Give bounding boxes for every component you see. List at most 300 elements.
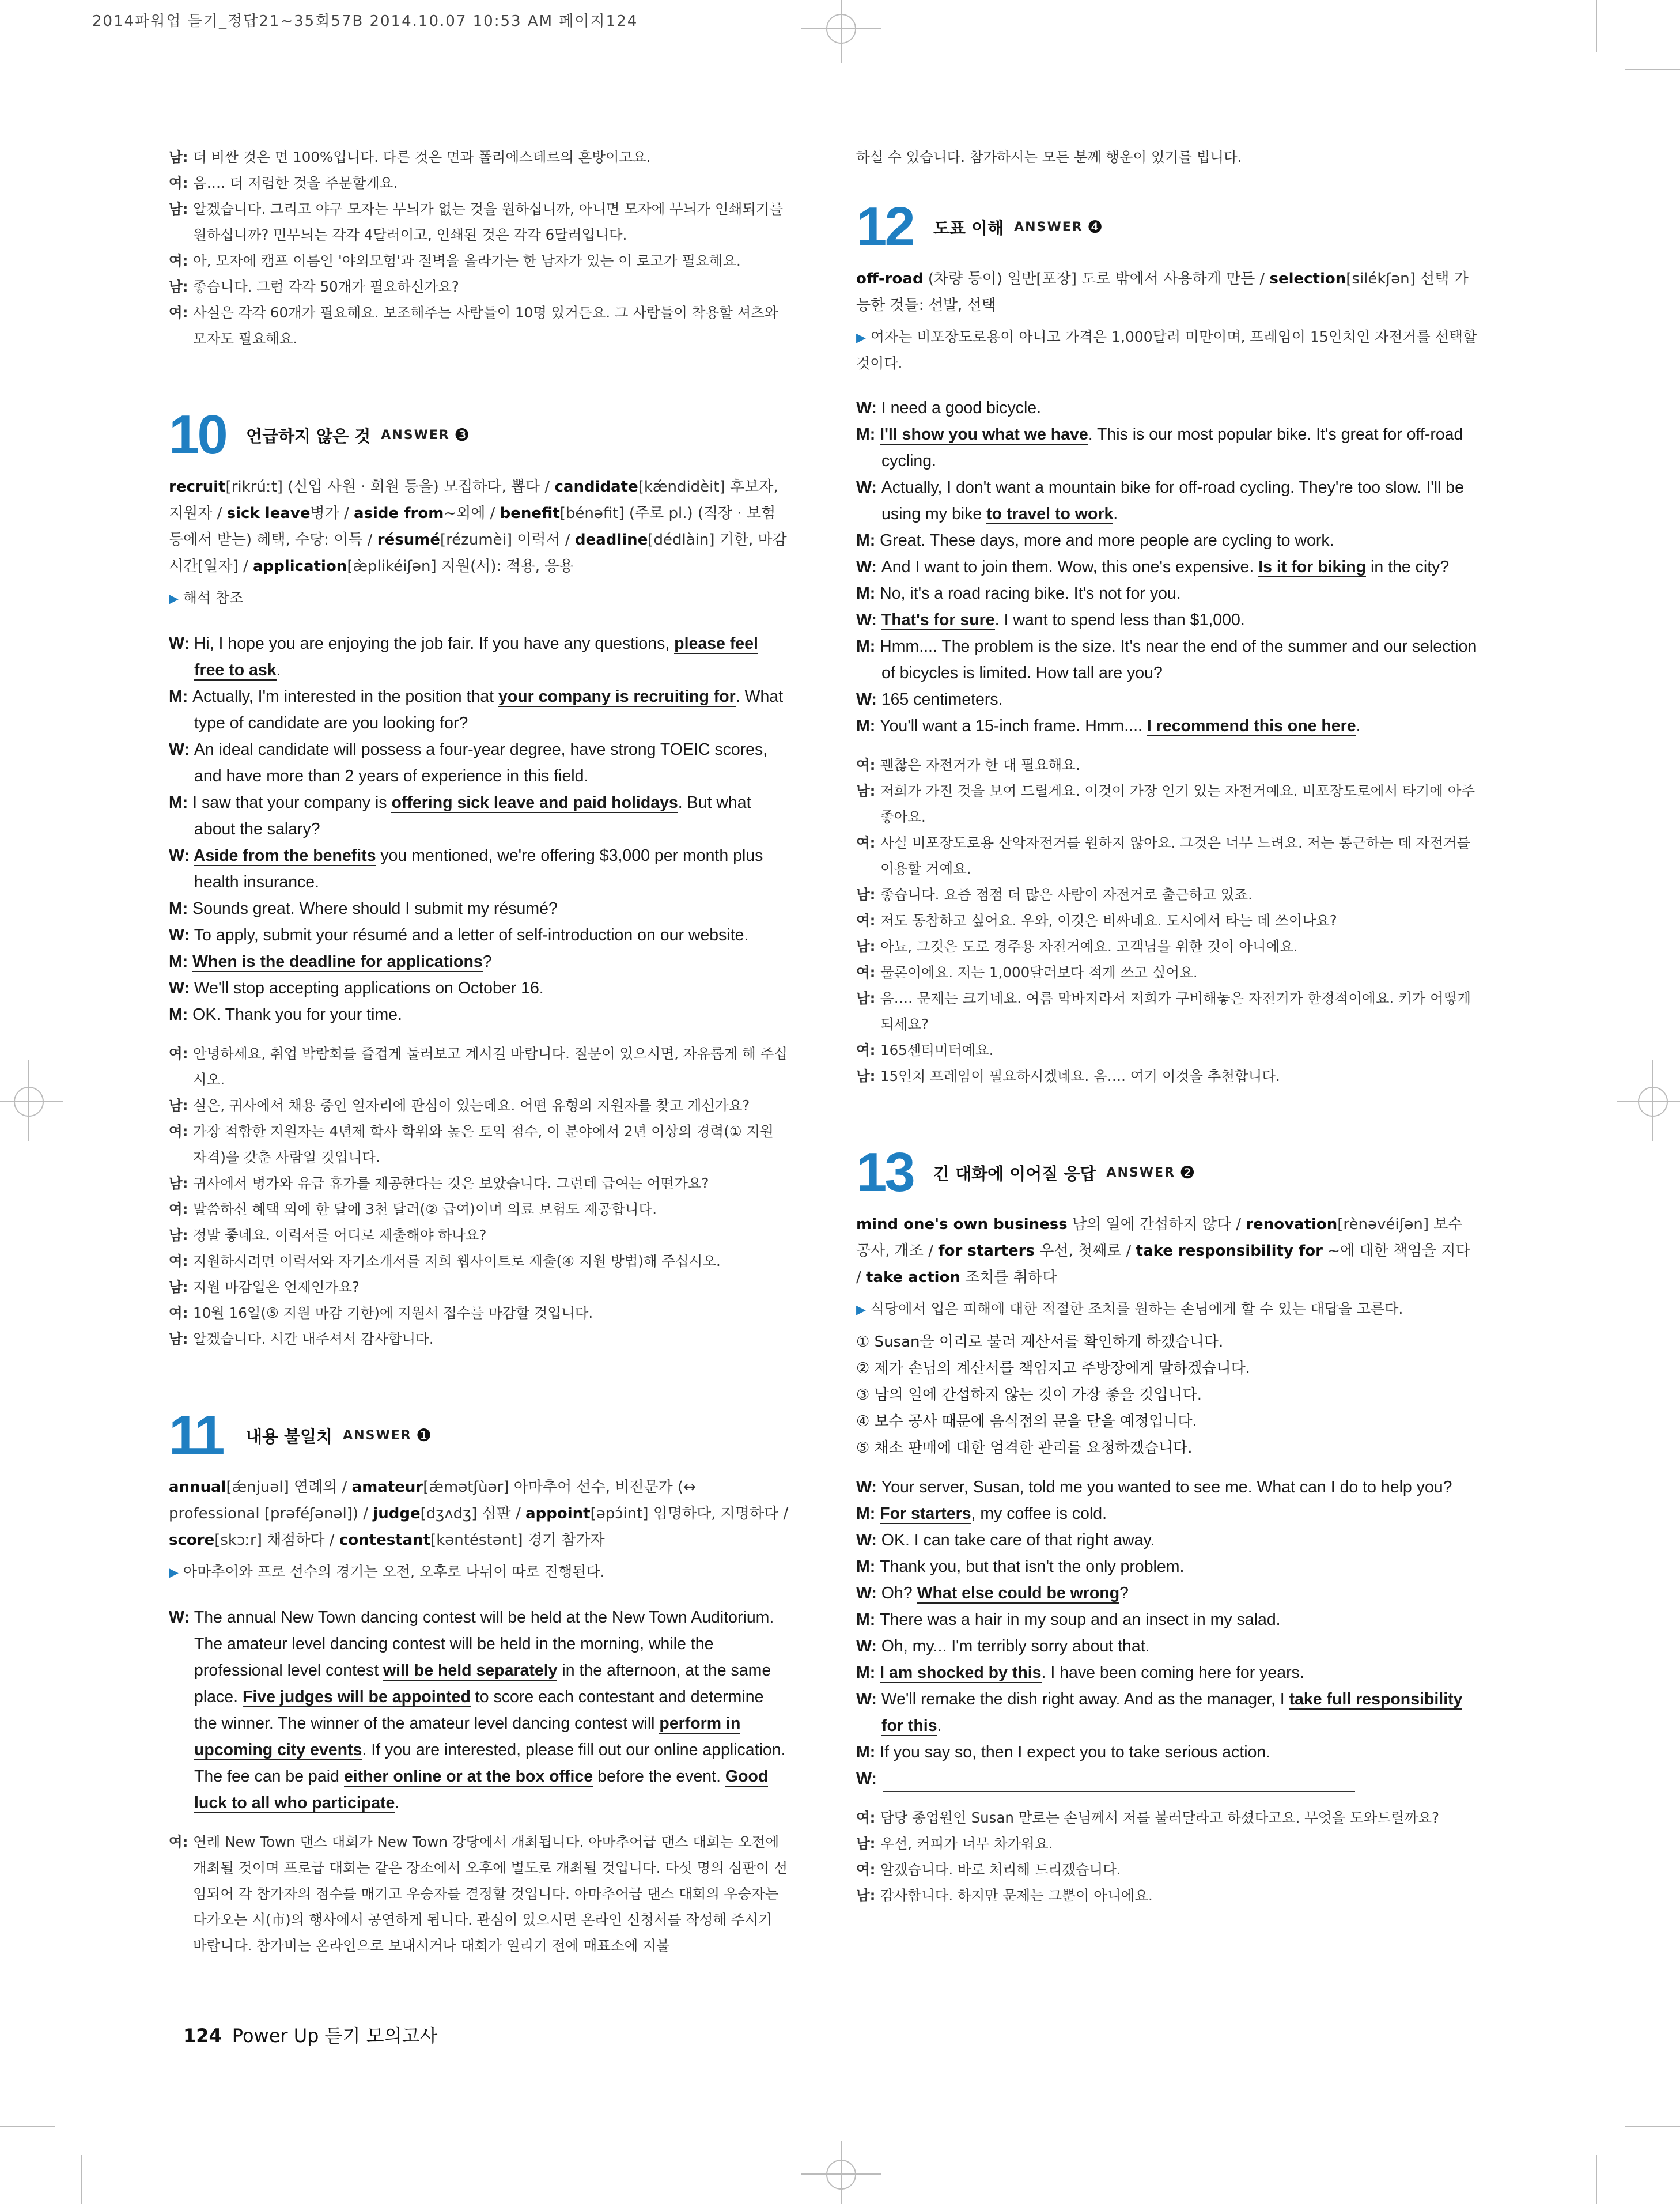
- speaker-label: 여:: [856, 1809, 876, 1826]
- script-dialogue: [169, 630, 790, 1028]
- speaker-label: M:: [856, 1611, 880, 1629]
- translation-text: 귀사에서 병가와 유급 휴가를 제공한다는 것은 보았습니다. 그런데 급여는 어떤가요?: [193, 1175, 709, 1192]
- answer-option: ② 제가 손님의 계산서를 책임지고 주방장에게 말하겠습니다.: [856, 1360, 1250, 1377]
- dialogue-text: Hmm.... The problem is the size. It's near the end of the summer and our selection of bicycles is limited. How tall are you?: [880, 637, 1477, 682]
- crop-mark: [1625, 69, 1680, 70]
- speaker-label: M:: [169, 899, 193, 918]
- speaker-label: 남:: [856, 782, 876, 799]
- key-phrase: perform in upcoming city events: [194, 1714, 741, 1759]
- dialogue-line: [169, 948, 790, 975]
- key-phrase: Is it for biking: [1258, 558, 1367, 576]
- dialogue-line: [169, 922, 790, 948]
- dialogue-text: Oh, my... I'm terribly sorry about that.: [881, 1637, 1150, 1655]
- vocab-word: score: [169, 1532, 215, 1549]
- answer-badge: ❹: [1087, 217, 1103, 237]
- translation-text: 지원하시려면 이력서와 자기소개서를 저희 웹사이트로 제출(④ 지원 방법)해 주십시오.: [193, 1253, 721, 1269]
- korean-translation: [169, 1829, 790, 1959]
- translation-line: [169, 300, 790, 351]
- right-column: [856, 144, 1477, 1908]
- translation-line: [169, 170, 790, 196]
- dialogue-text: Hi, I hope you are enjoying the job fair. If you have any questions,: [194, 634, 675, 653]
- dialogue-text: to score each contestant and determine the winner. The winner of the amateur level dancing contest will: [194, 1688, 764, 1733]
- translation-text: 알겠습니다. 시간 내주셔서 감사합니다.: [193, 1330, 434, 1347]
- dialogue-text: Great. These days, more and more people are cycling to work.: [880, 531, 1334, 550]
- answer-option: ③ 남의 일에 간섭하지 않는 것이 가장 좋을 것입니다.: [856, 1386, 1202, 1404]
- translation-line: [856, 985, 1477, 1037]
- translation-line: [169, 1222, 790, 1248]
- speaker-label: 여:: [169, 1833, 188, 1850]
- question-number: 12: [856, 196, 913, 258]
- registration-mark: [826, 2160, 856, 2190]
- speaker-label: W:: [856, 690, 881, 709]
- key-phrase: For starters: [880, 1504, 971, 1523]
- vocab-word: off-road: [856, 270, 924, 288]
- key-phrase: take full responsibility for this: [881, 1690, 1463, 1735]
- triangle-icon: ▶: [169, 1566, 179, 1580]
- dialogue-text: The annual New Town dancing contest will be held at the New Town Auditorium. The amateur level dancing contest will be held in the morning, while the professional level contest: [194, 1608, 774, 1680]
- dialogue-line: [169, 842, 790, 895]
- vocab-word: benefit: [500, 505, 560, 522]
- vocab-definition: [bénəfit] (주로 pl.) (직장 · 보험 등에서 받는) 혜택, 수당: 이득 /: [169, 505, 776, 549]
- speaker-label: 남:: [856, 990, 876, 1007]
- translation-line: [169, 248, 790, 274]
- dialogue-line: [856, 607, 1477, 633]
- dialogue-text: I saw that your company is: [192, 793, 392, 812]
- speaker-label: W:: [856, 1531, 881, 1549]
- question-11-header: [169, 1404, 790, 1467]
- dialogue-text: in the afternoon, at the same place.: [194, 1661, 771, 1706]
- registration-mark: [826, 14, 856, 44]
- dialogue-text: you mentioned, we're offering $3,000 per month plus health insurance.: [194, 846, 763, 891]
- speaker-label: W:: [856, 1637, 881, 1655]
- vocab-word: renovation: [1246, 1216, 1338, 1233]
- vocab-definition: [skɔːr] 채점하다 /: [214, 1532, 339, 1549]
- triangle-icon: ▶: [169, 592, 179, 606]
- dialogue-text: . If you are interested, please fill out our online application. The fee can be paid: [194, 1741, 786, 1786]
- speaker-label: 여:: [856, 1861, 876, 1878]
- translation-line: [856, 752, 1477, 778]
- vocab-word: application: [253, 558, 347, 575]
- dialogue-text: There was a hair in my soup and an insect in my salad.: [880, 1611, 1281, 1629]
- crop-mark: [1596, 2155, 1597, 2204]
- question-number: 13: [856, 1141, 913, 1203]
- triangle-icon: ▶: [856, 331, 866, 345]
- script-monologue: [169, 1604, 790, 1816]
- dialogue-text: , my coffee is cold.: [971, 1504, 1107, 1523]
- vocab-definition: 남의 일에 간섭하지 않다 /: [1067, 1216, 1246, 1233]
- dialogue-text: Actually, I don't want a mountain bike for off-road cycling. They're too slow. I'll be using my bike: [881, 478, 1464, 523]
- dialogue-line: [856, 421, 1477, 474]
- answer-blank-line: W:: [856, 1766, 1477, 1792]
- vocab-definition: ~외에 /: [444, 505, 500, 522]
- dialogue-line: [856, 474, 1477, 527]
- dialogue-text: OK. Thank you for your time.: [192, 1005, 402, 1024]
- speaker-label: M:: [856, 1664, 880, 1682]
- translation-text: 15인치 프레임이 필요하시겠네요. 음…. 여기 이것을 추천합니다.: [880, 1068, 1280, 1084]
- vocab-definition: [kǽndidèit] 후보자, 지원자 /: [169, 478, 778, 522]
- dialogue-text: . I have been coming here for years.: [1041, 1664, 1304, 1682]
- speaker-label: 남:: [169, 201, 188, 217]
- translation-text: 말씀하신 혜택 외에 한 달에 3천 달러(② 급여)이며 의료 보험도 제공합니다.: [193, 1201, 657, 1218]
- speaker-label: 남:: [169, 1175, 188, 1192]
- question-number: 10: [169, 404, 226, 466]
- dialogue-line: [856, 395, 1477, 421]
- dialogue-text: ?: [482, 952, 492, 971]
- translation-line: [169, 1170, 790, 1196]
- dialogue-text: .: [395, 1794, 400, 1812]
- dialogue-text: . This is our most popular bike. It's great for off-road cycling.: [881, 425, 1463, 470]
- answer-label: ANSWER: [343, 1428, 412, 1443]
- speaker-label: 남:: [856, 1835, 876, 1852]
- solution-note: ▶ 아마추어와 프로 선수의 경기는 오전, 오후로 나뉘어 따로 진행된다.: [169, 1563, 605, 1580]
- korean-translation-continued: 하실 수 있습니다. 참가하시는 모든 분께 행운이 있기를 빕니다.: [856, 149, 1242, 165]
- dialogue-text: . What type of candidate are you looking for?: [194, 687, 784, 732]
- key-phrase: What else could be wrong: [917, 1584, 1120, 1602]
- dialogue-text: OK. I can take care of that right away.: [881, 1531, 1155, 1549]
- speaker-label: 여:: [169, 304, 188, 321]
- solution-note: ▶ 여자는 비포장도로용이 아니고 가격은 1,000달러 미만이며, 프레임이 15인치인 자전거를 선택할 것이다.: [856, 328, 1477, 372]
- vocab-definition: (차량 등이) 일반[포장] 도로 밖에서 사용하게 만든 /: [923, 270, 1270, 288]
- answer-badge: ❷: [1179, 1162, 1195, 1183]
- translation-line: [169, 144, 790, 170]
- dialogue-line: [856, 554, 1477, 580]
- translation-text: 물론이에요. 저는 1,000달러보다 적게 쓰고 싶어요.: [880, 964, 1198, 981]
- dialogue-line: [856, 1739, 1477, 1766]
- vocab-word: candidate: [554, 478, 638, 496]
- translation-text: 안녕하세요, 취업 박람회를 즐겁게 둘러보고 계시길 바랍니다. 질문이 있으시면, 자유롭게 해 주십시오.: [193, 1045, 788, 1088]
- speaker-label: 여:: [169, 252, 188, 269]
- dialogue-line: [169, 736, 790, 789]
- vocab-definition: [kəntéstənt] 경기 참가자: [430, 1532, 605, 1549]
- translation-text: 저도 동참하고 싶어요. 우와, 이것은 비싸네요. 도시에서 타는 데 쓰이나요?: [880, 912, 1337, 929]
- vocab-definition: [æ̀plikéiʃən] 지원(서): 적용, 응용: [347, 558, 574, 575]
- translation-text: 10월 16일(⑤ 지원 마감 기한)에 지원서 접수를 마감할 것입니다.: [193, 1305, 593, 1321]
- vocab-definition: [ǽnjuəl] 연례의 /: [226, 1479, 352, 1496]
- dialogue-text: Actually, I'm interested in the position that: [192, 687, 499, 706]
- speaker-label: W:: [169, 634, 194, 653]
- key-phrase: offering sick leave and paid holidays: [391, 793, 678, 812]
- print-slug: 2014파워업 듣기_정답21~35회57B 2014.10.07 10:53 AM 페이지124: [92, 13, 638, 30]
- dialogue-line: [169, 1001, 790, 1028]
- vocab-word: mind one's own business: [856, 1216, 1068, 1233]
- dialogue-text: .: [1356, 717, 1361, 735]
- dialogue-text: . I want to spend less than $1,000.: [994, 611, 1245, 629]
- dialogue-line: [856, 1659, 1477, 1686]
- translation-line: [169, 1041, 790, 1092]
- vocab-word: take action: [866, 1269, 960, 1286]
- page-footer: [183, 2021, 437, 2048]
- dialogue-line: [169, 975, 790, 1001]
- question-10-header: [169, 403, 790, 467]
- dialogue-line: [856, 1500, 1477, 1527]
- question-type: 도표 이해: [933, 218, 1004, 238]
- dialogue-text: We'll remake the dish right away. And as the manager, I: [881, 1690, 1289, 1708]
- dialogue-text: To apply, submit your résumé and a letter of self-introduction on our website.: [194, 926, 749, 944]
- speaker-label: 남:: [169, 149, 188, 165]
- translation-text: 지원 마감일은 언제인가요?: [193, 1279, 360, 1295]
- book-title: Power Up 듣기 모의고사: [232, 2025, 438, 2047]
- vocab-definition: [rènəvéiʃən] 보수 공사, 개조 /: [856, 1216, 1463, 1260]
- translation-line: [856, 959, 1477, 985]
- vocab-word: recruit: [169, 478, 226, 496]
- dialogue-text: Thank you, but that isn't the only problem.: [880, 1557, 1185, 1576]
- speaker-label: 여:: [856, 757, 876, 773]
- speaker-label: M:: [169, 687, 193, 706]
- answer-badge: ❸: [454, 425, 470, 445]
- question-type: 언급하지 않은 것: [246, 426, 371, 446]
- dialogue-text: No, it's a road racing bike. It's not for you.: [880, 584, 1181, 603]
- translation-text: 165센티미터예요.: [880, 1042, 994, 1058]
- dialogue-text: We'll stop accepting applications on October 16.: [194, 979, 544, 997]
- dialogue-line: [856, 633, 1477, 686]
- vocab-definition: [dédlàin] 기한, 마감 시간[일자] /: [169, 531, 787, 575]
- speaker-label: 여:: [856, 1042, 876, 1058]
- dialogue-line: [169, 1604, 790, 1816]
- vocab-word: sick leave: [226, 505, 311, 522]
- translation-text: 저희가 가진 것을 보여 드릴게요. 이것이 가장 인기 있는 자전거예요. 비포장도로에서 타기에 아주 좋아요.: [880, 782, 1475, 825]
- dialogue-line: [169, 895, 790, 922]
- question-12-header: [856, 195, 1477, 259]
- dialogue-text: .: [937, 1717, 942, 1735]
- speaker-label: 남:: [856, 886, 876, 903]
- dialogue-line: [856, 1606, 1477, 1633]
- korean-translation-continued: [169, 144, 790, 351]
- translation-line: [856, 1857, 1477, 1882]
- registration-mark: [14, 1087, 44, 1117]
- translation-line: [169, 196, 790, 248]
- key-phrase: That's for sure: [881, 611, 995, 629]
- key-phrase: I am shocked by this: [880, 1664, 1042, 1682]
- dialogue-line: [169, 683, 790, 736]
- crop-mark: [0, 2126, 55, 2127]
- answer-label: ANSWER: [381, 428, 450, 443]
- speaker-label: W:: [856, 611, 881, 629]
- answer-option: ① Susan을 이리로 불러 계산서를 확인하게 하겠습니다.: [856, 1333, 1224, 1351]
- question-type: 내용 불일치: [246, 1426, 333, 1446]
- translation-line: [856, 1805, 1477, 1831]
- key-phrase: I'll show you what we have: [880, 425, 1088, 444]
- vocab-definition: [silékʃən] 선택 가능한 것들: 선발, 선택: [856, 270, 1469, 314]
- translation-text: 아뇨, 그것은 도로 경주용 자전거예요. 고객님을 위한 것이 아니에요.: [880, 938, 1298, 955]
- speaker-label: 남:: [856, 1887, 876, 1904]
- translation-line: [856, 1063, 1477, 1089]
- translation-line: [169, 1092, 790, 1118]
- vocabulary-list: [169, 474, 790, 580]
- vocab-definition: [ǽmətʃùər] 아마추어 선수, 비전문가 (↔ professional [prəféʃənəl]) /: [169, 1479, 696, 1522]
- speaker-label: W:: [856, 1690, 881, 1708]
- vocab-word: judge: [373, 1505, 421, 1522]
- speaker-label: 여:: [856, 912, 876, 929]
- key-phrase: either online or at the box office: [343, 1767, 593, 1786]
- translation-line: [856, 908, 1477, 933]
- translation-line: [169, 1326, 790, 1352]
- translation-line: [856, 1882, 1477, 1908]
- translation-text: 사실은 각각 60개가 필요해요. 보조해주는 사람들이 10명 있거든요. 그 사람들이 착용할 셔츠와 모자도 필요해요.: [193, 304, 778, 347]
- translation-line: [856, 882, 1477, 908]
- answer-label: ANSWER: [1106, 1165, 1175, 1180]
- translation-text: 알겠습니다. 바로 처리해 드리겠습니다.: [880, 1861, 1121, 1878]
- speaker-label: 남:: [856, 1068, 876, 1084]
- translation-line: [169, 1829, 790, 1959]
- translation-text: 가장 적합한 지원자는 4년제 학사 학위와 높은 토익 점수, 이 분야에서 2년 이상의 경력(① 지원 자격)을 갖춘 사람일 것입니다.: [193, 1123, 774, 1166]
- dialogue-text: in the city?: [1366, 558, 1450, 576]
- dialogue-line: [856, 1686, 1477, 1739]
- key-phrase: please feel free to ask: [194, 634, 758, 679]
- translation-line: [856, 830, 1477, 882]
- dialogue-text: I need a good bicycle.: [881, 399, 1042, 417]
- translation-line: [169, 1196, 790, 1222]
- vocab-word: for starters: [938, 1242, 1035, 1260]
- vocabulary-list: [169, 1474, 790, 1553]
- crop-mark: [1625, 2126, 1680, 2127]
- speaker-label: M:: [169, 952, 193, 971]
- translation-line: [856, 1037, 1477, 1063]
- speaker-label: 여:: [856, 964, 876, 981]
- translation-text: 음…. 더 저렴한 것을 주문할게요.: [193, 175, 398, 191]
- dialogue-text: An ideal candidate will possess a four-year degree, have strong TOEIC scores, and have more than 2 years of experience in this field.: [194, 740, 768, 785]
- key-phrase: I recommend this one here: [1147, 717, 1356, 735]
- dialogue-text: 165 centimeters.: [881, 690, 1003, 709]
- translation-line: [169, 274, 790, 300]
- vocab-word: amateur: [351, 1479, 423, 1496]
- vocab-definition: [rikrúːt] (신입 사원 · 회원 등을) 모집하다, 뽑다 /: [225, 478, 555, 496]
- script-dialogue: [856, 395, 1477, 739]
- crop-mark: [1596, 0, 1597, 52]
- vocab-word: take responsibility for: [1136, 1242, 1323, 1260]
- speaker-label: W:: [856, 478, 881, 497]
- dialogue-line: [169, 789, 790, 842]
- key-phrase: to travel to work: [986, 505, 1114, 523]
- korean-translation: [856, 752, 1477, 1089]
- speaker-label: 남:: [169, 1097, 188, 1114]
- vocab-definition: 우선, 첫째로 /: [1034, 1242, 1136, 1260]
- answer-label: ANSWER: [1014, 220, 1083, 235]
- translation-text: 괜찮은 자전거가 한 대 필요해요.: [880, 757, 1080, 773]
- dialogue-text: You'll want a 15-inch frame. Hmm....: [880, 717, 1147, 735]
- question-13-header: [856, 1141, 1477, 1204]
- translation-line: [169, 1300, 790, 1326]
- speaker-label: W:: [856, 399, 881, 417]
- vocabulary-list: [856, 266, 1477, 319]
- speaker-label: M:: [856, 717, 880, 735]
- dialogue-text: ?: [1119, 1584, 1129, 1602]
- speaker-label: M:: [856, 531, 880, 550]
- translation-text: 더 비싼 것은 면 100%입니다. 다른 것은 면과 폴리에스테르의 혼방이고요.: [193, 149, 651, 165]
- dialogue-line: [169, 630, 790, 683]
- speaker-label: 여:: [169, 175, 188, 191]
- vocab-definition: 병가 /: [310, 505, 354, 522]
- dialogue-line: [856, 1527, 1477, 1553]
- dialogue-text: before the event.: [593, 1767, 725, 1786]
- speaker-label: 남:: [169, 1330, 188, 1347]
- speaker-label: W:: [169, 979, 194, 997]
- translation-text: 실은, 귀사에서 채용 중인 일자리에 관심이 있는데요. 어떤 유형의 지원자를 찾고 계신가요?: [193, 1097, 750, 1114]
- translation-line: [169, 1248, 790, 1274]
- answer-badge: ❶: [416, 1425, 432, 1446]
- triangle-icon: ▶: [856, 1303, 866, 1317]
- speaker-label: 여:: [169, 1305, 188, 1321]
- dialogue-text: Oh?: [881, 1584, 917, 1602]
- dialogue-line: [856, 1580, 1477, 1606]
- korean-translation: [169, 1041, 790, 1352]
- question-type: 긴 대화에 이어질 응답: [933, 1163, 1096, 1184]
- answer-option: ④ 보수 공사 때문에 음식점의 문을 닫을 예정입니다.: [856, 1413, 1197, 1430]
- dialogue-text: .: [276, 661, 281, 679]
- speaker-label: W:: [856, 1584, 881, 1602]
- speaker-label: M:: [856, 425, 880, 444]
- vocab-word: contestant: [339, 1532, 431, 1549]
- vocab-word: appoint: [525, 1505, 591, 1522]
- key-phrase: your company is recruiting for: [498, 687, 736, 706]
- solution-note: ▶ 식당에서 입은 피해에 대한 적절한 조치를 원하는 손님에게 할 수 있는 대답을 고른다.: [856, 1301, 1403, 1317]
- speaker-label: 여:: [169, 1201, 188, 1218]
- translation-text: 알겠습니다. 그리고 야구 모자는 무늬가 없는 것을 원하십니까, 아니면 모자에 무늬가 인쇄되기를 원하십니까? 민무늬는 각각 4달러이고, 인쇄된 것은 각각 6달러입니다.: [193, 201, 784, 243]
- left-column: [169, 144, 790, 1959]
- translation-text: 좋습니다. 그럼 각각 50개가 필요하신가요?: [193, 278, 459, 295]
- speaker-label: M:: [169, 1005, 193, 1024]
- speaker-label: 남:: [169, 1279, 188, 1295]
- question-number: 11: [169, 1404, 223, 1466]
- translation-line: [169, 1118, 790, 1170]
- speaker-label: M:: [856, 584, 880, 603]
- speaker-label: 여:: [169, 1045, 188, 1062]
- dialogue-line: [856, 713, 1477, 739]
- registration-mark: [1638, 1087, 1668, 1117]
- key-phrase: Five judges will be appointed: [242, 1688, 471, 1706]
- crop-mark: [81, 2155, 82, 2204]
- dialogue-line: [856, 527, 1477, 554]
- vocab-definition: 조치를 취하다: [960, 1269, 1057, 1286]
- translation-line: [856, 1831, 1477, 1857]
- key-phrase: When is the deadline for applications: [192, 952, 483, 971]
- translation-text: 정말 좋네요. 이력서를 어디로 제출해야 하나요?: [193, 1227, 487, 1243]
- speaker-label: W:: [169, 926, 194, 944]
- dialogue-text: . But what about the salary?: [194, 793, 751, 838]
- solution-note: ▶ 해석 참조: [169, 589, 244, 606]
- vocab-definition: [əpɔ́int] 임명하다, 지명하다 /: [590, 1505, 789, 1522]
- dialogue-text: Your server, Susan, told me you wanted to see me. What can I do to help you?: [881, 1478, 1452, 1496]
- speaker-label: 남:: [169, 1227, 188, 1243]
- vocab-word: résumé: [377, 531, 440, 549]
- vocab-word: selection: [1269, 270, 1346, 288]
- translation-text: 담당 종업원인 Susan 말로는 손님께서 저를 불러달라고 하셨다고요. 무엇을 도와드릴까요?: [880, 1809, 1439, 1826]
- dialogue-line: [856, 686, 1477, 713]
- speaker-label: 남:: [169, 278, 188, 295]
- vocab-definition: [dʒʌdʒ] 심판 /: [420, 1505, 526, 1522]
- speaker-label: W:: [169, 846, 194, 865]
- vocab-definition: [rézumèi] 이력서 /: [440, 531, 575, 549]
- vocab-definition: ~에 대한 책임을 지다 /: [856, 1242, 1470, 1286]
- speaker-label: 여:: [169, 1253, 188, 1269]
- translation-line: [856, 778, 1477, 830]
- dialogue-text: And I want to join them. Wow, this one's expensive.: [881, 558, 1259, 576]
- speaker-label: W:: [169, 1608, 194, 1627]
- key-phrase: will be held separately: [383, 1661, 558, 1680]
- translation-line: [856, 933, 1477, 959]
- speaker-label: M:: [856, 1743, 880, 1761]
- vocab-word: deadline: [574, 531, 648, 549]
- dialogue-line: [856, 1633, 1477, 1659]
- translation-text: 음…. 문제는 크기네요. 여름 막바지라서 저희가 구비해놓은 자전거가 한정적이에요. 키가 어떻게 되세요?: [880, 990, 1471, 1033]
- speaker-label: W:: [856, 1478, 881, 1496]
- answer-blank: [883, 1774, 1355, 1792]
- vocab-word: aside from: [354, 505, 444, 522]
- translation-text: 사실 비포장도로용 산악자전거를 원하지 않아요. 그것은 너무 느려요. 저는 통근하는 데 자전거를 이용할 거예요.: [880, 834, 1471, 877]
- dialogue-line: [856, 1553, 1477, 1580]
- dialogue-text: If you say so, then I expect you to take serious action.: [880, 1743, 1271, 1761]
- vocabulary-list: [856, 1211, 1477, 1291]
- vocab-word: annual: [169, 1479, 226, 1496]
